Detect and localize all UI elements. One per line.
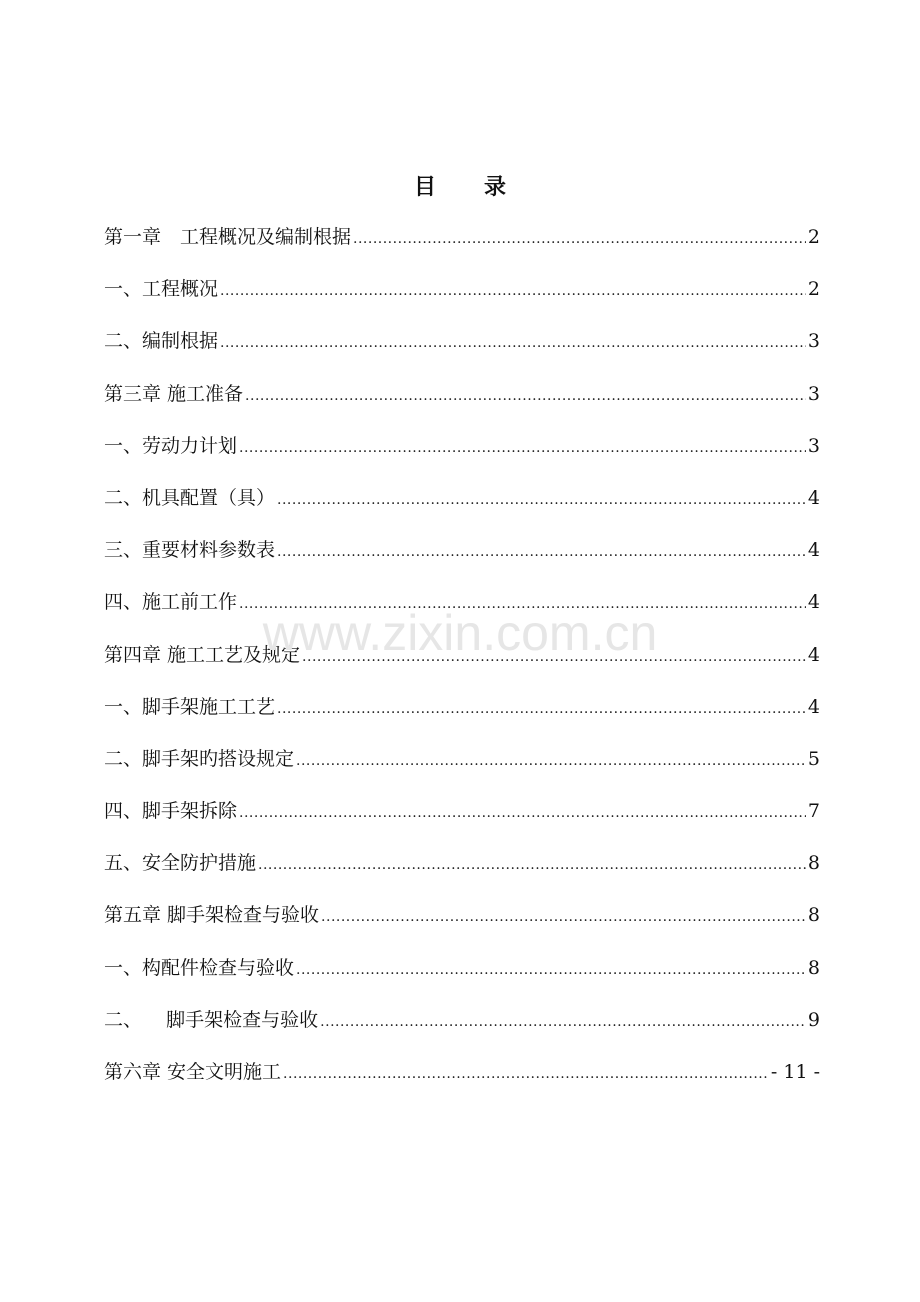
toc-entry[interactable]: [104, 744, 820, 796]
toc-entry[interactable]: [104, 379, 820, 431]
toc-leader-dots: [239, 440, 806, 456]
toc-leader-dots: [239, 805, 806, 821]
toc-entry-text: 五、安全防护措施: [104, 852, 257, 875]
toc-leader-dots: [296, 962, 806, 978]
toc-entry-page: 2: [807, 278, 820, 301]
toc-entry-text: 二、 脚手架检查与验收: [104, 1008, 319, 1031]
toc-entry[interactable]: [104, 274, 820, 326]
toc-leader-dots: [320, 1014, 806, 1030]
toc-title: 目录: [413, 174, 554, 200]
toc-entry-page: 3: [807, 330, 820, 353]
toc-entry[interactable]: [104, 431, 820, 483]
toc-entry[interactable]: [104, 848, 820, 900]
toc-entry[interactable]: [104, 796, 820, 848]
toc-entry-text: 第四章 施工工艺及规定: [104, 643, 301, 666]
toc-leader-dots: [353, 231, 806, 247]
toc-entry[interactable]: [104, 222, 820, 274]
toc-entry-text: 第一章 工程概况及编制根据: [104, 226, 352, 248]
toc-entry-page: 4: [807, 695, 820, 718]
toc-entry-text: 四、施工前工作: [104, 591, 238, 614]
toc-entry-page: 8: [807, 904, 820, 927]
toc-entry-text: 第五章 脚手架检查与验收: [104, 904, 320, 927]
toc-leader-dots: [220, 283, 806, 299]
toc-entry-page: 9: [807, 1008, 820, 1031]
toc-leader-dots: [277, 701, 806, 717]
toc-leader-dots: [277, 544, 806, 560]
toc-entry-text: 一、构配件检查与验收: [104, 956, 295, 979]
toc-entry[interactable]: [104, 1005, 820, 1057]
toc-leader-dots: [258, 857, 806, 873]
toc-entry[interactable]: [104, 1057, 820, 1109]
toc-entry-text: 二、机具配置（具）: [104, 486, 276, 509]
toc-entry[interactable]: [104, 587, 820, 639]
toc-entry-page: 4: [807, 643, 820, 666]
toc-entry-page: - 11 -: [770, 1061, 820, 1083]
toc-entry[interactable]: [104, 640, 820, 692]
toc-entry-page: 4: [807, 591, 820, 614]
toc-entry-text: 三、重要材料参数表: [104, 539, 276, 562]
toc-entry-text: 第三章 施工准备: [104, 382, 244, 405]
toc-entry-page: 4: [807, 539, 820, 562]
toc-leader-dots: [283, 1066, 769, 1082]
toc-entry-text: 二、编制根据: [104, 330, 219, 353]
toc-leader-dots: [239, 596, 806, 612]
toc-entry-page: 8: [807, 852, 820, 875]
toc-entry-page: 3: [807, 434, 820, 457]
toc-entry-page: 2: [807, 226, 820, 248]
toc-entry-text: 一、工程概况: [104, 278, 219, 301]
toc-leader-dots: [321, 909, 806, 925]
toc-entry-text: 一、劳动力计划: [104, 434, 238, 457]
toc-entry-page: 3: [807, 382, 820, 405]
toc-leader-dots: [220, 335, 806, 351]
toc-entry[interactable]: [104, 535, 820, 587]
toc-entry-text: 四、脚手架拆除: [104, 800, 238, 823]
toc-leader-dots: [296, 753, 806, 769]
toc-entry[interactable]: [104, 900, 820, 952]
toc-list: [104, 222, 820, 1109]
toc-leader-dots: [245, 388, 806, 404]
toc-entry-text: 第六章 安全文明施工: [104, 1061, 282, 1083]
toc-entry[interactable]: [104, 692, 820, 744]
toc-entry[interactable]: [104, 483, 820, 535]
toc-leader-dots: [277, 492, 806, 508]
watermark: www.zixin.com.cn: [262, 605, 658, 661]
toc-entry-page: 4: [807, 486, 820, 509]
toc-entry-text: 二、脚手架旳搭设规定: [104, 747, 295, 770]
toc-entry-page: 5: [807, 747, 820, 770]
toc-entry[interactable]: [104, 953, 820, 1005]
toc-entry-page: 8: [807, 956, 820, 979]
toc-leader-dots: [302, 649, 806, 665]
toc-entry[interactable]: [104, 326, 820, 378]
toc-entry-page: 7: [807, 800, 820, 823]
toc-entry-text: 一、脚手架施工工艺: [104, 695, 276, 718]
